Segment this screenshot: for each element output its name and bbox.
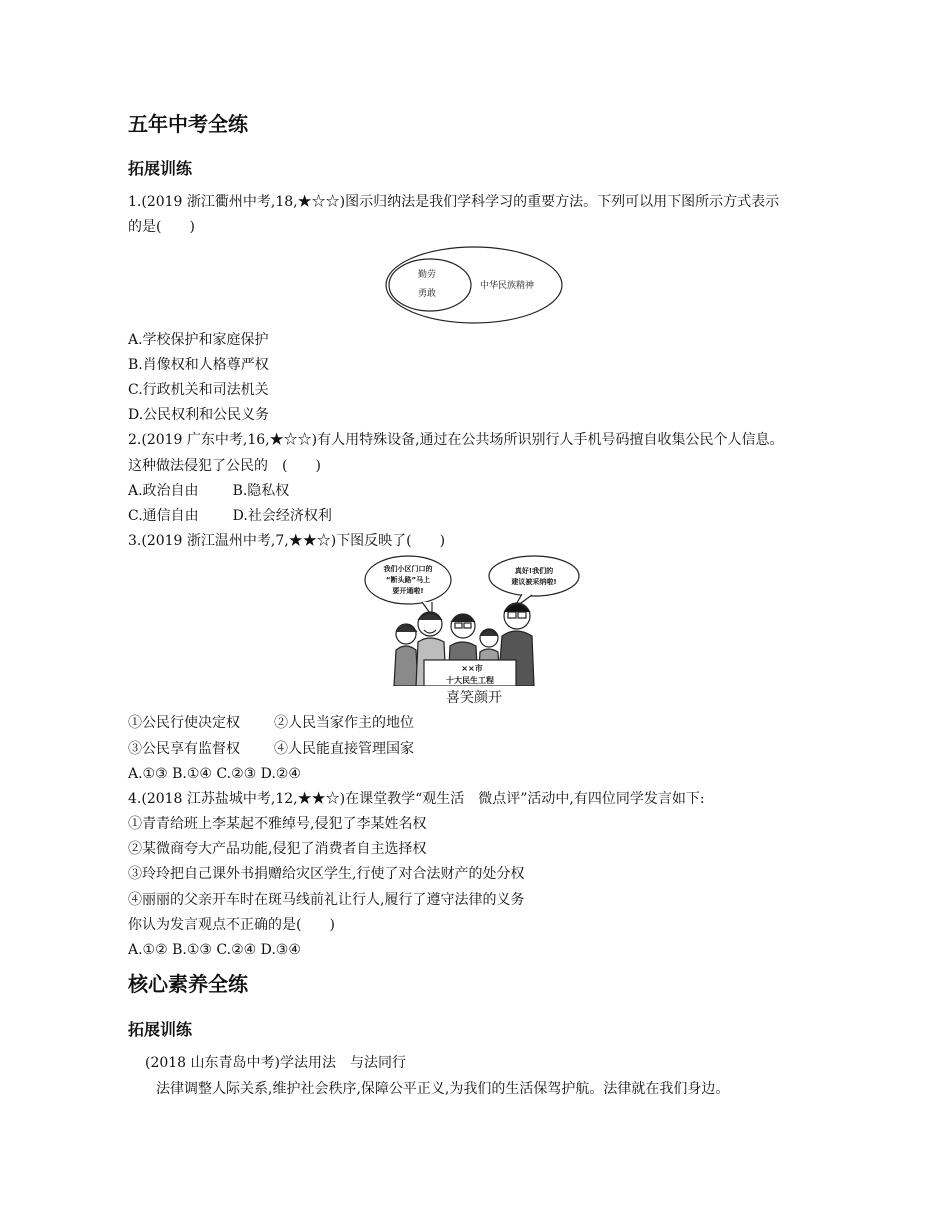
- q4-statement-3: ③玲玲把自己课外书捐赠给灾区学生,行使了对合法财产的处分权: [128, 866, 525, 882]
- bubble-left-line2: “断头路”马上: [385, 576, 431, 584]
- cartoon-caption: 喜笑颜开: [446, 690, 502, 706]
- outer-ellipse: [386, 247, 562, 323]
- q2-stem-line2: 这种做法侵犯了公民的 ( ): [128, 458, 321, 474]
- q4-stem: 4.(2018 江苏盐城中考,12,★★☆)在课堂教学“观生活 微点评”活动中,有四位同学发言如下:: [128, 791, 705, 807]
- q2-option-c: C.通信自由: [128, 508, 199, 524]
- venn-diagram: [385, 246, 567, 328]
- bubble-left-line1: 我们小区门口的: [383, 565, 433, 573]
- inner-ellipse: [389, 259, 471, 311]
- bubble-right-line2: 建议被采纳啦!: [511, 578, 557, 586]
- sign-line1: ××市: [461, 664, 483, 673]
- q1-option-d: D.公民权利和公民义务: [128, 407, 270, 423]
- q2-option-a: A.政治自由: [128, 483, 199, 499]
- section-title-core-literacy: 核心素养全练: [128, 972, 248, 996]
- q4-statement-1: ①青青给班上李某起不雅绰号,侵犯了李某姓名权: [128, 816, 427, 832]
- section2-subtitle-training: 拓展训练: [128, 1020, 193, 1039]
- inner-label-1: 勤劳: [417, 270, 437, 280]
- speech-bubble-right: [489, 556, 579, 596]
- q3-items-row1: [128, 714, 414, 732]
- q1-stem-line1: 1.(2019 浙江衢州中考,18,★☆☆)图示归纳法是我们学科学习的重要方法。下列可以用下图所示方式表示: [128, 194, 780, 210]
- q1-stem-line2: 的是( ): [128, 219, 195, 235]
- sign-line2: 十大民生工程: [446, 676, 494, 685]
- bubble-right-line1: 真好!我们的: [514, 567, 554, 575]
- bubble-left-line3: 要开通啦!: [392, 587, 424, 595]
- person-woman-left: [394, 624, 418, 686]
- q4-statement-4: ④丽丽的父亲开车时在斑马线前礼让行人,履行了遵守法律的义务: [128, 892, 525, 908]
- q3-item-2: ②人民当家作主的地位: [274, 715, 414, 731]
- section-subtitle-training: 拓展训练: [128, 159, 193, 178]
- q1-option-b: B.肖像权和人格尊严权: [128, 357, 269, 373]
- q4-question: 你认为发言观点不正确的是( ): [128, 917, 335, 933]
- q2-options-row2: [128, 507, 332, 525]
- q4-answer-options: A.①② B.①③ C.②④ D.③④: [128, 942, 301, 958]
- q2-option-b: B.隐私权: [232, 483, 290, 499]
- q3-item-3: ③公民享有监督权: [128, 741, 240, 757]
- q2-options-row1: [128, 482, 289, 500]
- q1-option-c: C.行政机关和司法机关: [128, 382, 269, 398]
- q4-statement-2: ②某微商夸大产品功能,侵犯了消费者自主选择权: [128, 841, 427, 857]
- section-title-five-year: 五年中考全练: [128, 112, 248, 136]
- q2-stem-line1: 2.(2019 广东中考,16,★☆☆)有人用特殊设备,通过在公共场所识别行人手机号码擅自收集公民个人信息。: [128, 432, 784, 448]
- section2-paragraph: 法律调整人际关系,维护社会秩序,保障公平正义,为我们的生活保驾护航。法律就在我们身边。: [156, 1081, 730, 1097]
- inner-label-2: 勇敢: [417, 289, 437, 299]
- q3-item-4: ④人民能直接管理国家: [274, 741, 414, 757]
- q1-option-a: A.学校保护和家庭保护: [128, 332, 269, 348]
- outer-label: 中华民族精神: [479, 281, 535, 291]
- q2-option-d: D.社会经济权利: [232, 508, 332, 524]
- section2-intro: (2018 山东青岛中考)学法用法 与法同行: [145, 1055, 407, 1071]
- cartoon-illustration: [362, 554, 590, 686]
- q3-answer-options: A.①③ B.①④ C.②③ D.②④: [128, 766, 301, 782]
- q3-items-row2: [128, 740, 414, 758]
- q3-stem: 3.(2019 浙江温州中考,7,★★☆)下图反映了( ): [128, 533, 446, 549]
- q3-item-1: ①公民行使决定权: [128, 715, 240, 731]
